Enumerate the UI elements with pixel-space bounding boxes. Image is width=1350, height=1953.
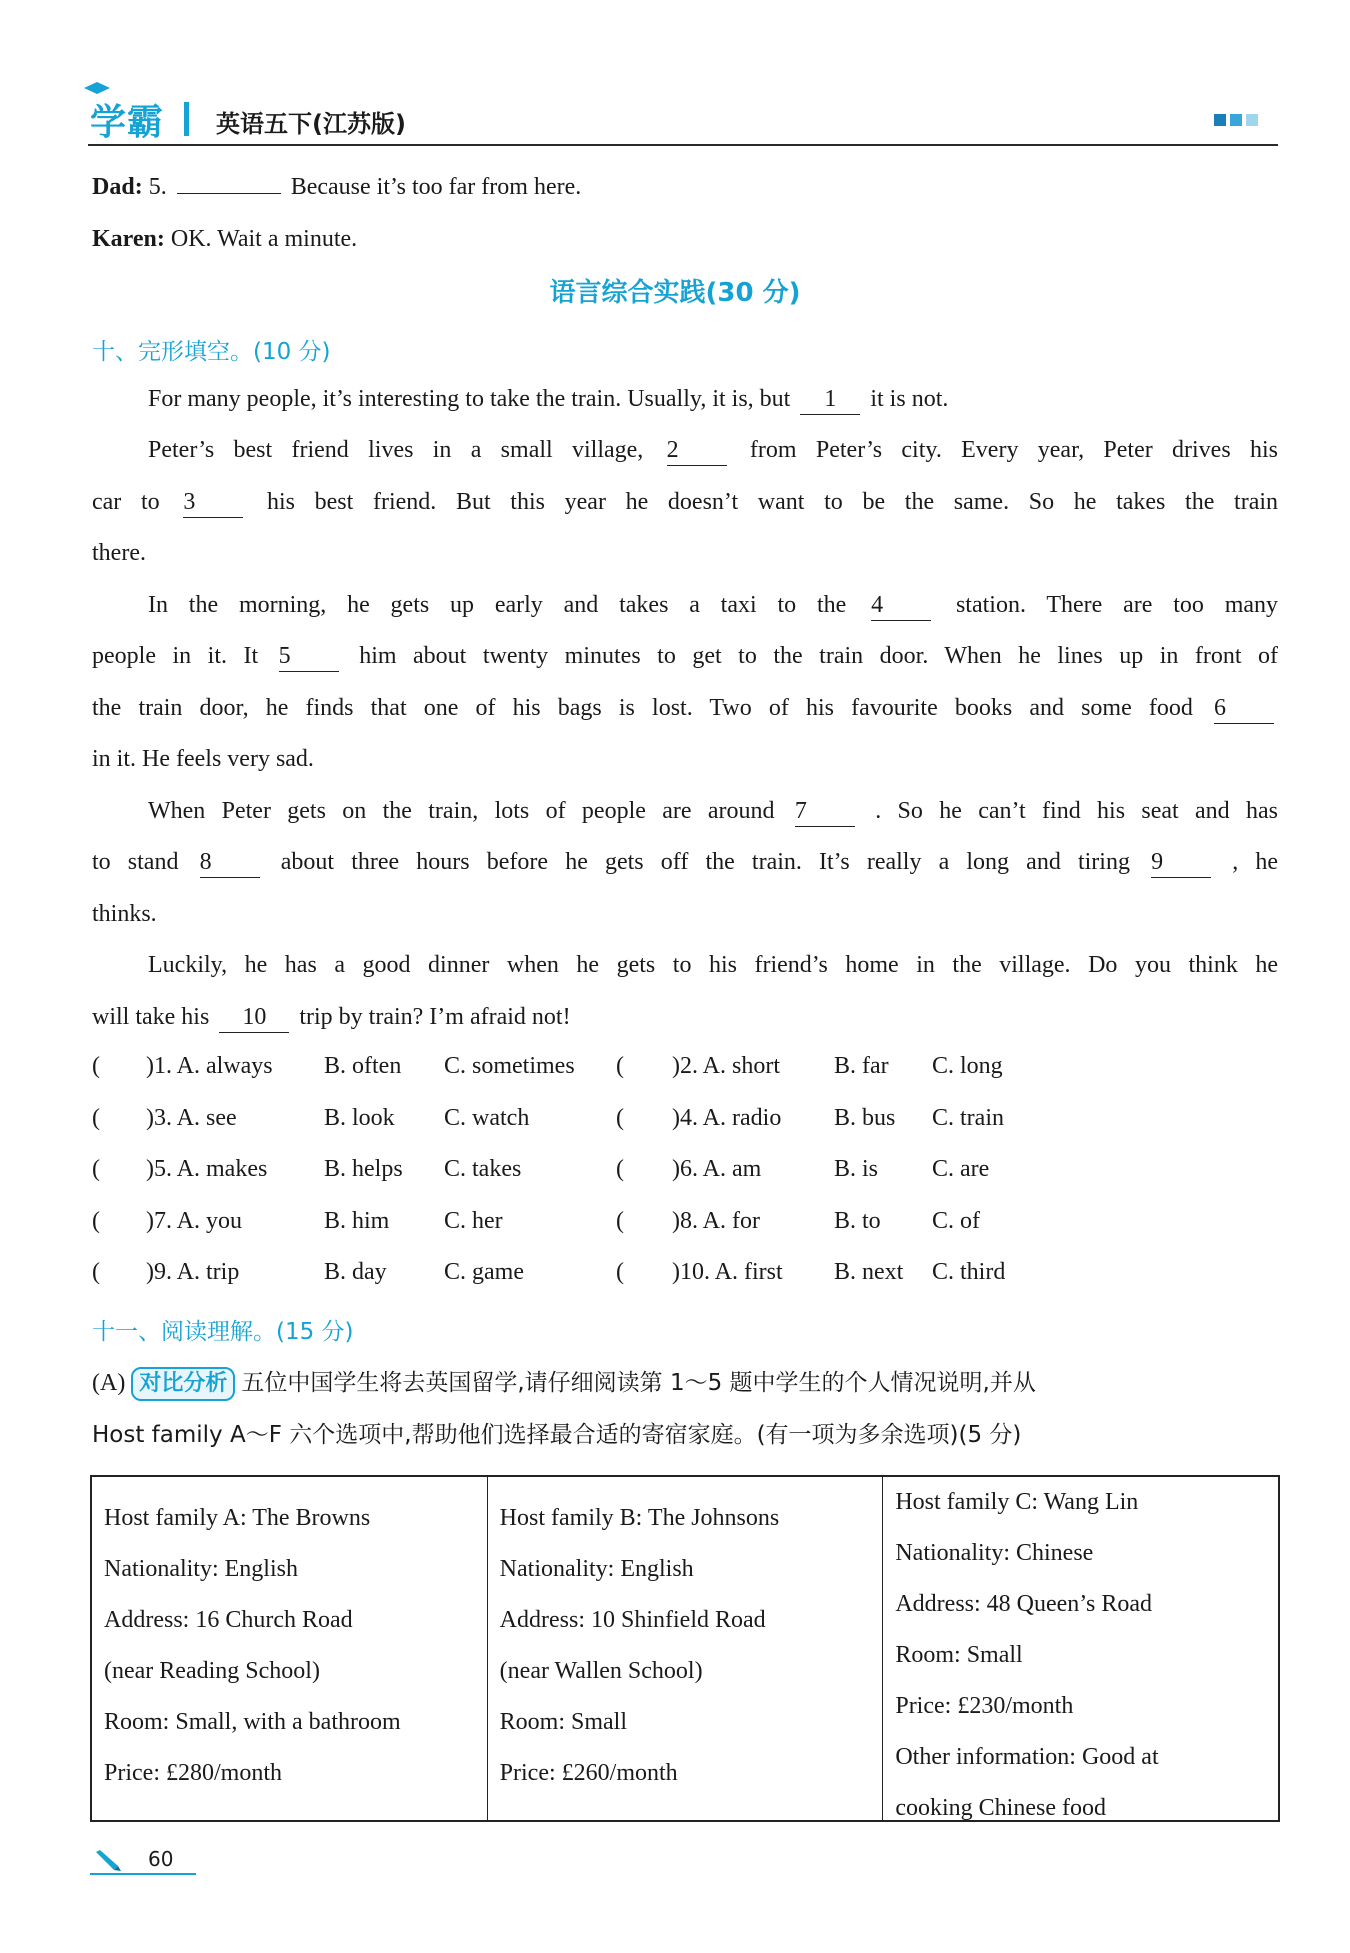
answer-paren[interactable]: ( <box>92 1053 100 1079</box>
host-family-info-line: (near Reading School) <box>104 1658 320 1684</box>
option-b: B. far <box>834 1053 889 1079</box>
option-a: )5. A. makes <box>146 1156 268 1182</box>
option-a: )7. A. you <box>146 1207 242 1234</box>
host-family-table <box>90 1475 1280 1822</box>
option-b: B. is <box>834 1156 879 1182</box>
page-header <box>88 88 1278 146</box>
section-title: 语言综合实践(30 分) <box>549 278 801 308</box>
dialogue-line-karen: Karen: OK. Wait a minute. <box>92 226 358 252</box>
answer-paren[interactable]: ( <box>616 1104 624 1131</box>
answer-blank-9[interactable]: 9 <box>1151 847 1211 878</box>
option-a: )1. A. always <box>146 1053 273 1079</box>
book-title: 英语五下(江苏版) <box>216 110 406 138</box>
answer-blank-7[interactable]: 7 <box>795 796 855 827</box>
host-family-info-line: Price: £280/month <box>104 1760 282 1786</box>
option-b: B. look <box>324 1104 395 1131</box>
option-b: B. bus <box>834 1104 896 1131</box>
host-family-info-line: Host family B: The Johnsons <box>499 1505 780 1531</box>
answer-paren[interactable]: ( <box>92 1156 100 1182</box>
answer-blank-10[interactable]: 10 <box>219 1002 289 1033</box>
option-a: )3. A. see <box>146 1104 237 1131</box>
host-family-info-line: Address: 10 Shinfield Road <box>499 1607 766 1633</box>
footer-rule <box>90 1873 196 1875</box>
host-family-c-cell <box>882 1477 1278 1820</box>
host-family-info-line: (near Wallen School) <box>499 1658 703 1684</box>
answer-blank-8[interactable]: 8 <box>200 847 260 878</box>
answer-paren[interactable]: ( <box>616 1259 624 1285</box>
option-a: )10. A. first <box>672 1259 783 1285</box>
host-family-info-line: Price: £260/month <box>499 1760 678 1786</box>
host-family-info-line: Nationality: Chinese <box>895 1540 1094 1566</box>
option-c: C. are <box>932 1156 990 1182</box>
reading-instruction-line-2: Host family A～F 六个选项中,帮助他们选择最合适的寄宿家庭。(有一项为多余选项)(5 分) <box>92 1422 1022 1448</box>
option-c: C. third <box>932 1259 1006 1285</box>
option-a: )2. A. short <box>672 1053 780 1079</box>
decorative-squares <box>1214 114 1258 126</box>
part-11-title: 十一、阅读理解。(15 分) <box>92 1319 354 1345</box>
option-c: C. long <box>932 1053 1003 1079</box>
host-family-b-cell <box>487 1477 883 1820</box>
option-a: )8. A. for <box>672 1207 760 1234</box>
option-c: C. watch <box>444 1104 530 1131</box>
passage-line: will take his 10 trip by train? I’m afraid not! <box>92 1000 1278 1034</box>
option-c: C. train <box>932 1104 1004 1131</box>
option-row <box>92 1208 1272 1242</box>
speaker-karen: Karen <box>92 226 157 252</box>
answer-paren[interactable]: ( <box>616 1207 624 1234</box>
passage-line: thinks. <box>92 901 157 927</box>
option-row <box>92 1259 1272 1293</box>
answer-blank-1[interactable]: 1 <box>800 384 860 415</box>
passage-line: there. <box>92 540 146 566</box>
passage-line: In the morning, he gets up early and takes a taxi to the 4 station. There are too many <box>92 588 1278 622</box>
option-c: C. game <box>444 1259 524 1285</box>
passage-line: people in it. It 5 him about twenty minutes to get to the train door. When he lines up in front of <box>92 639 1278 673</box>
passage-line: car to 3 his best friend. But this year he doesn’t want to be the same. So he takes the train <box>92 485 1278 519</box>
answer-blank-6[interactable]: 6 <box>1214 693 1274 724</box>
host-family-info-line: Room: Small <box>499 1709 628 1735</box>
host-family-a-cell <box>92 1477 487 1820</box>
passage-line: in it. He feels very sad. <box>92 746 314 772</box>
option-a: )9. A. trip <box>146 1259 240 1285</box>
answer-paren[interactable]: ( <box>92 1259 100 1285</box>
option-b: B. him <box>324 1207 390 1234</box>
option-b: B. day <box>324 1259 387 1285</box>
question-number: 5. <box>148 174 167 200</box>
answer-blank-3[interactable]: 3 <box>183 487 243 518</box>
option-a: )4. A. radio <box>672 1104 782 1131</box>
answer-blank-5[interactable] <box>177 193 281 194</box>
host-family-info-line: Price: £230/month <box>895 1693 1074 1719</box>
dialogue-line-dad: Dad: 5. Because it’s too far from here. <box>92 174 582 200</box>
answer-blank-2[interactable]: 2 <box>667 435 727 466</box>
part-10-title: 十、完形填空。(10 分) <box>92 339 331 365</box>
logo-divider <box>184 102 189 136</box>
reading-instruction-line-1: (A) 对比分析 五位中国学生将去英国留学,请仔细阅读第 1～5 题中学生的个人情况说明,并从 <box>92 1366 1278 1401</box>
host-family-info-line: cooking Chinese food <box>895 1795 1106 1821</box>
option-row <box>92 1053 1272 1087</box>
option-row <box>92 1105 1272 1139</box>
passage-line: When Peter gets on the train, lots of people are around 7 . So he can’t find his seat and has <box>92 794 1278 828</box>
option-c: C. her <box>444 1207 503 1234</box>
page-number: 60 <box>148 1847 174 1871</box>
answer-paren[interactable]: ( <box>92 1104 100 1131</box>
dialogue-text: Because it’s too far from here. <box>290 174 582 200</box>
passage-line: the train door, he finds that one of his bags is lost. Two of his favourite books and some food 6 <box>92 691 1278 725</box>
option-row <box>92 1156 1272 1190</box>
passage-line: to stand 8 about three hours before he gets off the train. It’s really a long and tiring 9 , he <box>92 845 1278 879</box>
dialogue-text: OK. Wait a minute. <box>170 226 358 252</box>
option-b: B. to <box>834 1207 881 1234</box>
host-family-info-line: Host family C: Wang Lin <box>895 1489 1139 1515</box>
answer-blank-4[interactable]: 4 <box>871 590 931 621</box>
answer-paren[interactable]: ( <box>92 1207 100 1234</box>
pencil-icon <box>94 1848 122 1872</box>
host-family-info-line: Address: 16 Church Road <box>104 1607 353 1633</box>
host-family-info-line: Host family A: The Browns <box>104 1505 371 1531</box>
option-c: C. of <box>932 1207 980 1234</box>
option-b: B. often <box>324 1053 402 1079</box>
host-family-info-line: Other information: Good at <box>895 1744 1159 1770</box>
answer-paren[interactable]: ( <box>616 1053 624 1079</box>
answer-blank-5-cloze[interactable]: 5 <box>279 641 339 672</box>
passage-line: Luckily, he has a good dinner when he gets to his friend’s home in the village. Do you think he <box>148 952 1278 978</box>
passage-line: For many people, it’s interesting to take the train. Usually, it is, but 1 it is not. <box>92 382 1278 416</box>
option-a: )6. A. am <box>672 1156 762 1182</box>
passage-line: Peter’s best friend lives in a small village, 2 from Peter’s city. Every year, Peter drives his <box>92 433 1278 467</box>
host-family-info-line: Room: Small, with a bathroom <box>104 1709 401 1735</box>
option-b: B. next <box>834 1259 904 1285</box>
host-family-info-line: Address: 48 Queen’s Road <box>895 1591 1152 1617</box>
logo: 学霸 <box>90 102 165 143</box>
option-c: C. sometimes <box>444 1053 575 1079</box>
option-c: C. takes <box>444 1156 522 1182</box>
answer-paren[interactable]: ( <box>616 1156 624 1182</box>
host-family-info-line: Nationality: English <box>499 1556 694 1582</box>
option-b: B. helps <box>324 1156 403 1182</box>
strategy-tag: 对比分析 <box>131 1367 235 1401</box>
speaker-dad: Dad <box>92 174 135 200</box>
host-family-info-line: Nationality: English <box>104 1556 298 1582</box>
host-family-info-line: Room: Small <box>895 1642 1023 1668</box>
